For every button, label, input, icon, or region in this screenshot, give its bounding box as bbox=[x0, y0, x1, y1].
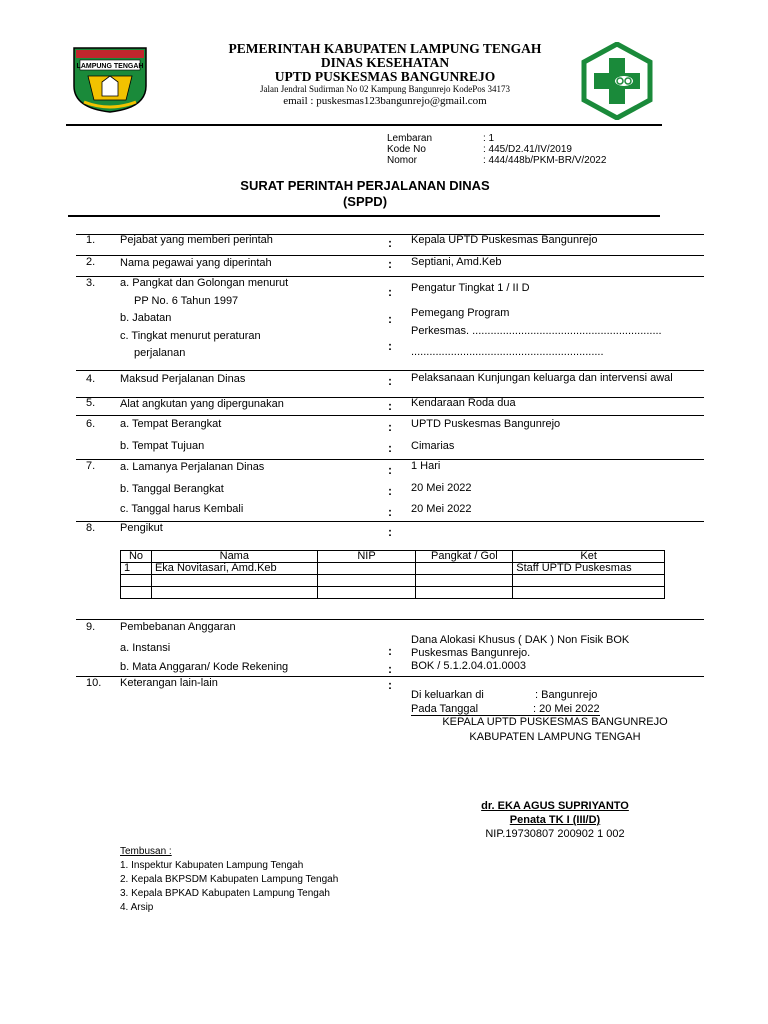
row-value: Pemegang Program bbox=[411, 307, 510, 319]
signer-name: dr. EKA AGUS SUPRIYANTO bbox=[481, 800, 629, 812]
table-cell: Eka Novitasari, Amd.Keb bbox=[151, 563, 317, 575]
row-value: Puskesmas Bangunrejo. bbox=[411, 647, 531, 659]
table-header: NIP bbox=[317, 551, 416, 563]
row-no: 4. bbox=[86, 373, 96, 385]
row-label: b. Tanggal Berangkat bbox=[120, 483, 224, 495]
row-label: a. Instansi bbox=[120, 642, 171, 654]
row-label: Maksud Perjalanan Dinas bbox=[120, 373, 246, 385]
row-value: Kendaraan Roda dua bbox=[411, 397, 516, 409]
row-colon: : bbox=[388, 420, 392, 434]
row-colon: : bbox=[388, 285, 392, 299]
table-row bbox=[121, 587, 665, 599]
row-colon: : bbox=[388, 257, 392, 271]
row-rule bbox=[76, 370, 704, 371]
table-cell bbox=[151, 575, 317, 587]
signer-regency: KABUPATEN LAMPUNG TENGAH bbox=[469, 731, 641, 743]
issued-place: Di keluarkan di : Bangunrejo bbox=[411, 689, 598, 701]
table-cell bbox=[416, 587, 513, 599]
table-header: No bbox=[121, 551, 152, 563]
row-label: Pembebanan Anggaran bbox=[120, 621, 236, 633]
row-rule bbox=[76, 415, 704, 416]
row-no: 10. bbox=[86, 677, 102, 689]
list-item: 4. Arsip bbox=[120, 902, 154, 913]
table-cell bbox=[317, 575, 416, 587]
tembusan-list bbox=[120, 845, 338, 915]
row-label: c. Tingkat menurut peraturan bbox=[120, 330, 261, 342]
row-value: Pelaksanaan Kunjungan keluarga dan intervensi awal bbox=[411, 372, 673, 384]
meta-lembaran: Lembaran : 1 bbox=[387, 133, 495, 144]
header-agency: DINAS KESEHATAN bbox=[320, 55, 450, 70]
pengikut-table bbox=[120, 550, 665, 599]
row-rule bbox=[76, 619, 704, 620]
row-colon: : bbox=[388, 662, 392, 676]
row-colon: : bbox=[388, 339, 392, 353]
header-address: Jalan Jendral Sudirman No 02 Kampung Bangunrejo KodePos 34173 bbox=[260, 84, 510, 94]
title-rule bbox=[68, 215, 660, 217]
puskesmas-logo bbox=[578, 42, 656, 120]
issued-date: Pada Tanggal : 20 Mei 2022 bbox=[411, 703, 600, 715]
row-label: b. Jabatan bbox=[120, 312, 172, 324]
header-rule bbox=[66, 124, 662, 126]
table-cell bbox=[317, 563, 416, 575]
table-header: Pangkat / Gol bbox=[416, 551, 513, 563]
table-cell: 1 bbox=[121, 563, 152, 575]
header-email: email : puskesmas123bangunrejo@gmail.com bbox=[283, 95, 487, 107]
table-cell bbox=[151, 587, 317, 599]
row-colon: : bbox=[388, 374, 392, 388]
row-colon: : bbox=[388, 525, 392, 539]
row-no: 2. bbox=[86, 256, 96, 268]
meta-nomor: Nomor : 444/448b/PKM-BR/V/2022 bbox=[387, 155, 607, 166]
row-label: a. Tempat Berangkat bbox=[120, 418, 222, 430]
row-colon: : bbox=[388, 312, 392, 326]
row-no: 7. bbox=[86, 460, 96, 472]
doc-subtitle: (SPPD) bbox=[342, 194, 388, 209]
row-value: Dana Alokasi Khusus ( DAK ) Non Fisik BOK bbox=[411, 634, 630, 646]
row-rule bbox=[76, 521, 704, 522]
header-government: PEMERINTAH KABUPATEN LAMPUNG TENGAH bbox=[228, 41, 542, 56]
table-cell bbox=[416, 575, 513, 587]
row-label: Pengikut bbox=[120, 522, 163, 534]
row-no: 9. bbox=[86, 621, 96, 633]
table-cell bbox=[513, 587, 665, 599]
table-cell bbox=[416, 563, 513, 575]
table-row bbox=[121, 575, 665, 587]
table-cell bbox=[317, 587, 416, 599]
row-value: Kepala UPTD Puskesmas Bangunrejo bbox=[411, 234, 598, 246]
svg-text:LAMPUNG TENGAH: LAMPUNG TENGAH bbox=[76, 63, 144, 70]
signer-nip: NIP.19730807 200902 1 002 bbox=[485, 828, 625, 840]
row-no: 1. bbox=[86, 234, 96, 246]
row-colon: : bbox=[388, 463, 392, 477]
header-unit: UPTD PUSKESMAS BANGUNREJO bbox=[274, 69, 496, 84]
row-no: 5. bbox=[86, 397, 96, 409]
row-no: 8. bbox=[86, 522, 96, 534]
table-row bbox=[121, 563, 665, 575]
list-item: 2. Kepala BKPSDM Kabupaten Lampung Tengah bbox=[120, 874, 339, 885]
row-value: 20 Mei 2022 bbox=[411, 482, 472, 494]
list-item: 1. Inspektur Kabupaten Lampung Tengah bbox=[120, 860, 304, 871]
row-no: 6. bbox=[86, 418, 96, 430]
list-item: 3. Kepala BPKAD Kabupaten Lampung Tengah bbox=[120, 888, 330, 899]
doc-title: SURAT PERINTAH PERJALANAN DINAS bbox=[240, 178, 490, 193]
table-header-row bbox=[121, 551, 665, 563]
row-value: ............................................................... bbox=[411, 346, 604, 358]
table-cell: Staff UPTD Puskesmas bbox=[513, 563, 665, 575]
row-value: Septiani, Amd.Keb bbox=[411, 256, 502, 268]
table-header: Nama bbox=[151, 551, 317, 563]
row-label: Alat angkutan yang dipergunakan bbox=[120, 398, 284, 410]
row-colon: : bbox=[388, 678, 392, 692]
table-cell bbox=[121, 587, 152, 599]
row-label: b. Mata Anggaran/ Kode Rekening bbox=[120, 661, 289, 673]
regency-logo bbox=[72, 46, 148, 114]
tembusan-title: Tembusan : bbox=[120, 846, 172, 857]
row-label: Pejabat yang memberi perintah bbox=[120, 234, 273, 246]
meta-kode: Kode No : 445/D2.41/IV/2019 bbox=[387, 144, 572, 155]
row-colon: : bbox=[388, 644, 392, 658]
row-colon: : bbox=[388, 236, 392, 250]
row-rule bbox=[76, 459, 704, 460]
row-value: UPTD Puskesmas Bangunrejo bbox=[411, 418, 561, 430]
row-colon: : bbox=[388, 441, 392, 455]
table-cell bbox=[513, 575, 665, 587]
row-colon: : bbox=[388, 399, 392, 413]
signer-rank: Penata TK I (III/D) bbox=[509, 814, 601, 826]
row-label: perjalanan bbox=[134, 347, 186, 359]
row-colon: : bbox=[388, 505, 392, 519]
row-value: BOK / 5.1.2.04.01.0003 bbox=[411, 660, 526, 672]
row-value: 1 Hari bbox=[411, 460, 441, 472]
row-value: Pengatur Tingkat 1 / II D bbox=[411, 282, 530, 294]
row-value: 20 Mei 2022 bbox=[411, 503, 472, 515]
row-colon: : bbox=[388, 484, 392, 498]
row-value: Cimarias bbox=[411, 440, 455, 452]
row-rule bbox=[76, 255, 704, 256]
row-no: 3. bbox=[86, 277, 96, 289]
signer-position: KEPALA UPTD PUSKESMAS BANGUNREJO bbox=[442, 716, 668, 728]
table-header: Ket bbox=[513, 551, 665, 563]
row-label: a. Lamanya Perjalanan Dinas bbox=[120, 461, 265, 473]
table-cell bbox=[121, 575, 152, 587]
row-label: c. Tanggal harus Kembali bbox=[120, 503, 244, 515]
row-label: Nama pegawai yang diperintah bbox=[120, 257, 272, 269]
row-value: Perkesmas. .............................................................. bbox=[411, 325, 662, 337]
row-label: a. Pangkat dan Golongan menurut bbox=[120, 277, 289, 289]
row-label: PP No. 6 Tahun 1997 bbox=[134, 295, 239, 307]
row-label: Keterangan lain-lain bbox=[120, 677, 218, 689]
row-label: b. Tempat Tujuan bbox=[120, 440, 205, 452]
